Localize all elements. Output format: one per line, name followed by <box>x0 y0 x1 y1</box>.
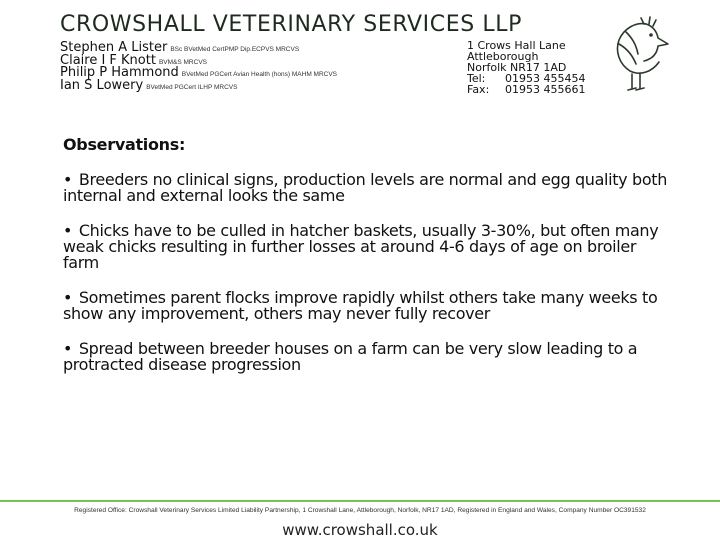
vet-qualifications: BVetMed PGCert ILHP MRCVS <box>146 83 238 91</box>
vet-name: Claire I F Knott <box>60 52 156 68</box>
address-line: Norfolk NR17 1AD <box>467 60 567 74</box>
list-item <box>63 290 673 322</box>
tel-number: 01953 455454 <box>505 72 586 85</box>
vet-qualifications: BVetMed PGCert Avian Health (hons) MAHM MRCVS <box>181 71 338 78</box>
vet-entry <box>60 79 337 92</box>
bullet-dot: • <box>63 170 73 189</box>
list-item <box>63 172 673 204</box>
postal-address <box>467 41 566 73</box>
fax-number: 01953 455661 <box>505 82 586 96</box>
fax <box>467 82 586 96</box>
letterhead <box>0 0 720 100</box>
bullet-text: Breeders no clinical signs, production levels are normal and egg quality both internal and external looks the same <box>63 170 667 205</box>
fax-label: Fax: <box>467 82 490 96</box>
address-line: 1 Crows Hall Lane <box>467 39 566 52</box>
bullet-dot: • <box>63 339 73 358</box>
bullet-text: Spread between breeder houses on a farm can be very slow leading to a protracted disease progression <box>63 339 638 374</box>
company-name: CROWSHALL VETERINARY SERVICES LLP <box>60 12 522 37</box>
bullet-dot: • <box>63 221 73 240</box>
observations-title: Observations: <box>63 135 186 154</box>
list-item <box>63 341 673 373</box>
vet-list <box>60 41 337 91</box>
website-link[interactable]: www.crowshall.co.uk <box>282 521 438 539</box>
footer-divider <box>0 500 720 502</box>
bullet-text: Chicks have to be culled in hatcher baskets, usually 3-30%, but often many weak chicks resulting in further losses at around 4-6 days of age on broiler farm <box>63 221 659 272</box>
bullet-dot: • <box>63 288 73 307</box>
registered-office: Registered Office: Crowshall Veterinary Services Limited Liability Partnership, 1 Crowshall Lane, Attleborough, Norfolk, NR17 1AD, Registered in England and Wales, Company Number OC391532 <box>74 507 646 514</box>
slide-body <box>63 135 673 392</box>
list-item <box>63 223 673 271</box>
vet-name: Ian S Lowery <box>60 77 144 93</box>
bullet-text: Sometimes parent flocks improve rapidly whilst others take many weeks to show any improvement, others may never fully recover <box>63 288 658 323</box>
vet-name: Philip P Hammond <box>60 65 179 80</box>
vet-qualifications: BSc BVetMed CertPMP Dip.ECPVS MRCVS <box>170 46 300 53</box>
vet-qualifications: BVM&S MRCVS <box>158 58 207 66</box>
contact-numbers <box>467 74 585 95</box>
vet-name: Stephen A Lister <box>60 40 168 55</box>
tel-label: Tel: <box>467 72 486 85</box>
crow-logo-icon <box>606 14 678 94</box>
address-line: Attleborough <box>467 49 539 63</box>
